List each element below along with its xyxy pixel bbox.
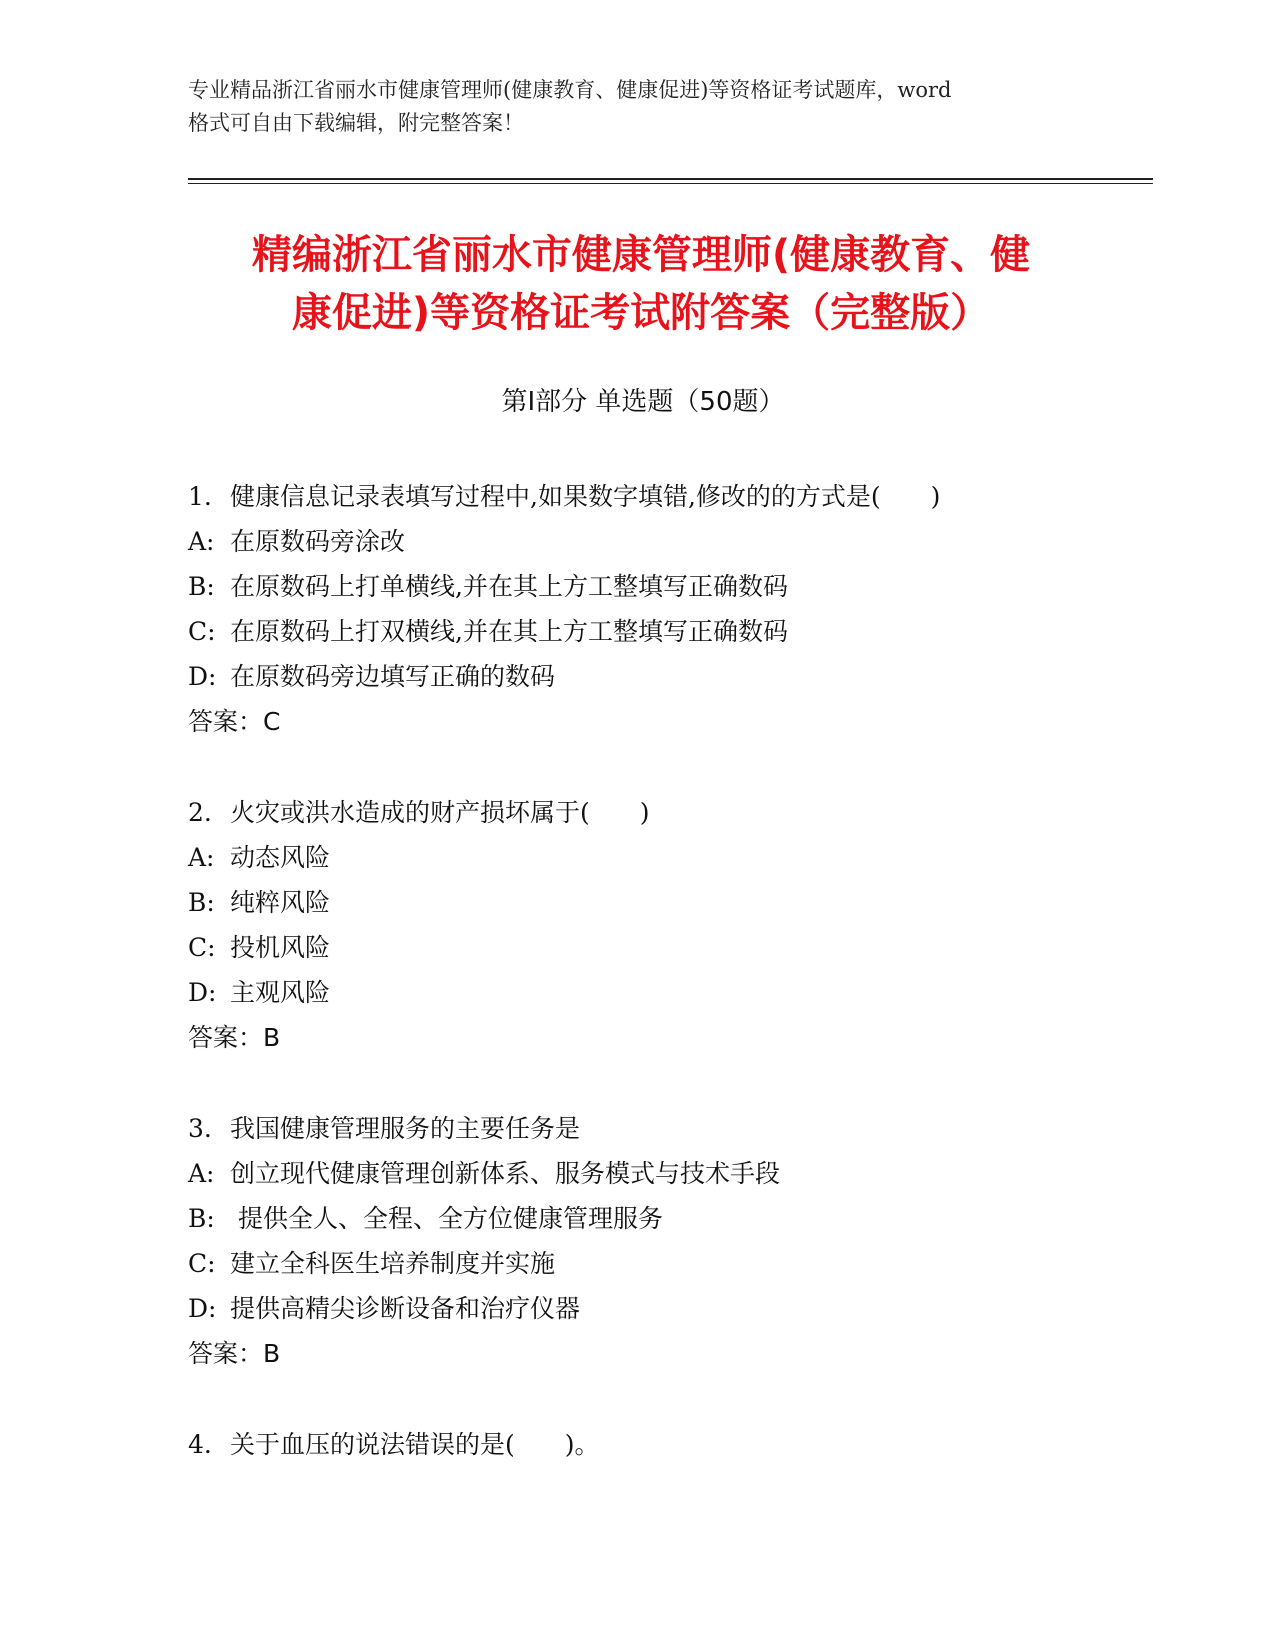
option-letter: B: [188,572,215,601]
option-letter: D: [188,1294,217,1323]
option-letter: C: [188,933,216,962]
question-text: 我国健康管理服务的主要任务是 [230,1114,581,1143]
option-d [188,970,1128,1015]
option-b [188,880,1128,925]
question-1 [188,474,1128,744]
question-3 [188,1106,1128,1376]
question-stem [188,1106,1128,1151]
question-text: 火灾或洪水造成的财产损坏属于( ) [230,798,650,827]
option-letter: C: [188,617,216,646]
header-note [188,74,1088,140]
question-number: 3. [188,1114,212,1143]
question-stem [188,1422,1128,1467]
question-2 [188,790,1128,1060]
header-note-line-1: 专业精品浙江省丽水市健康管理师(健康教育、健康促进)等资格证考试题库，word [188,78,952,102]
question-stem [188,474,1128,519]
option-text: 在原数码上打双横线,并在其上方工整填写正确数码 [230,617,788,646]
answer: 答案：C [188,707,281,736]
option-c [188,609,1128,654]
option-letter: B: [188,1204,215,1233]
option-c [188,1241,1128,1286]
header-note-line-2: 格式可自由下载编辑，附完整答案！ [188,111,524,135]
option-text: 提供全人、全程、全方位健康管理服务 [230,1204,663,1233]
option-text: 建立全科医生培养制度并实施 [230,1249,556,1278]
answer: 答案：B [188,1023,281,1052]
header-divider-thick [188,178,1153,180]
document-title-line-1: 精编浙江省丽水市健康管理师(健康教育、健 [251,232,1031,278]
option-text: 主观风险 [230,978,331,1007]
option-letter: A: [188,527,215,556]
option-text: 动态风险 [230,843,331,872]
option-a [188,1151,1128,1196]
option-letter: D: [188,662,217,691]
option-letter: C: [188,1249,216,1278]
question-text: 关于血压的说法错误的是( )。 [230,1430,600,1459]
document-title-line-2: 康促进)等资格证考试附答案（完整版） [291,290,991,336]
question-4 [188,1422,1128,1467]
question-stem [188,790,1128,835]
question-number: 2. [188,798,212,827]
answer: 答案：B [188,1339,281,1368]
option-b [188,564,1128,609]
section-title: 第Ⅰ部分 单选题（50题） [501,387,785,417]
option-d [188,1286,1128,1331]
question-number: 4. [188,1430,212,1459]
option-d [188,654,1128,699]
option-letter: A: [188,1159,215,1188]
option-letter: B: [188,888,215,917]
option-letter: D: [188,978,217,1007]
option-letter: A: [188,843,215,872]
option-text: 纯粹风险 [230,888,331,917]
option-text: 在原数码上打单横线,并在其上方工整填写正确数码 [230,572,788,601]
document-title [186,226,1096,342]
option-text: 创立现代健康管理创新体系、服务模式与技术手段 [230,1159,781,1188]
question-number: 1. [188,482,212,511]
option-c [188,925,1128,970]
option-text: 在原数码旁涂改 [230,527,406,556]
header-divider-thin [188,183,1153,184]
question-text: 健康信息记录表填写过程中,如果数字填错,修改的的方式是( ) [230,482,941,511]
option-a [188,519,1128,564]
option-text: 提供高精尖诊断设备和治疗仪器 [230,1294,581,1323]
option-a [188,835,1128,880]
option-text: 投机风险 [230,933,331,962]
option-text: 在原数码旁边填写正确的数码 [230,662,556,691]
question-list [188,474,1128,1513]
option-b [188,1196,1128,1241]
